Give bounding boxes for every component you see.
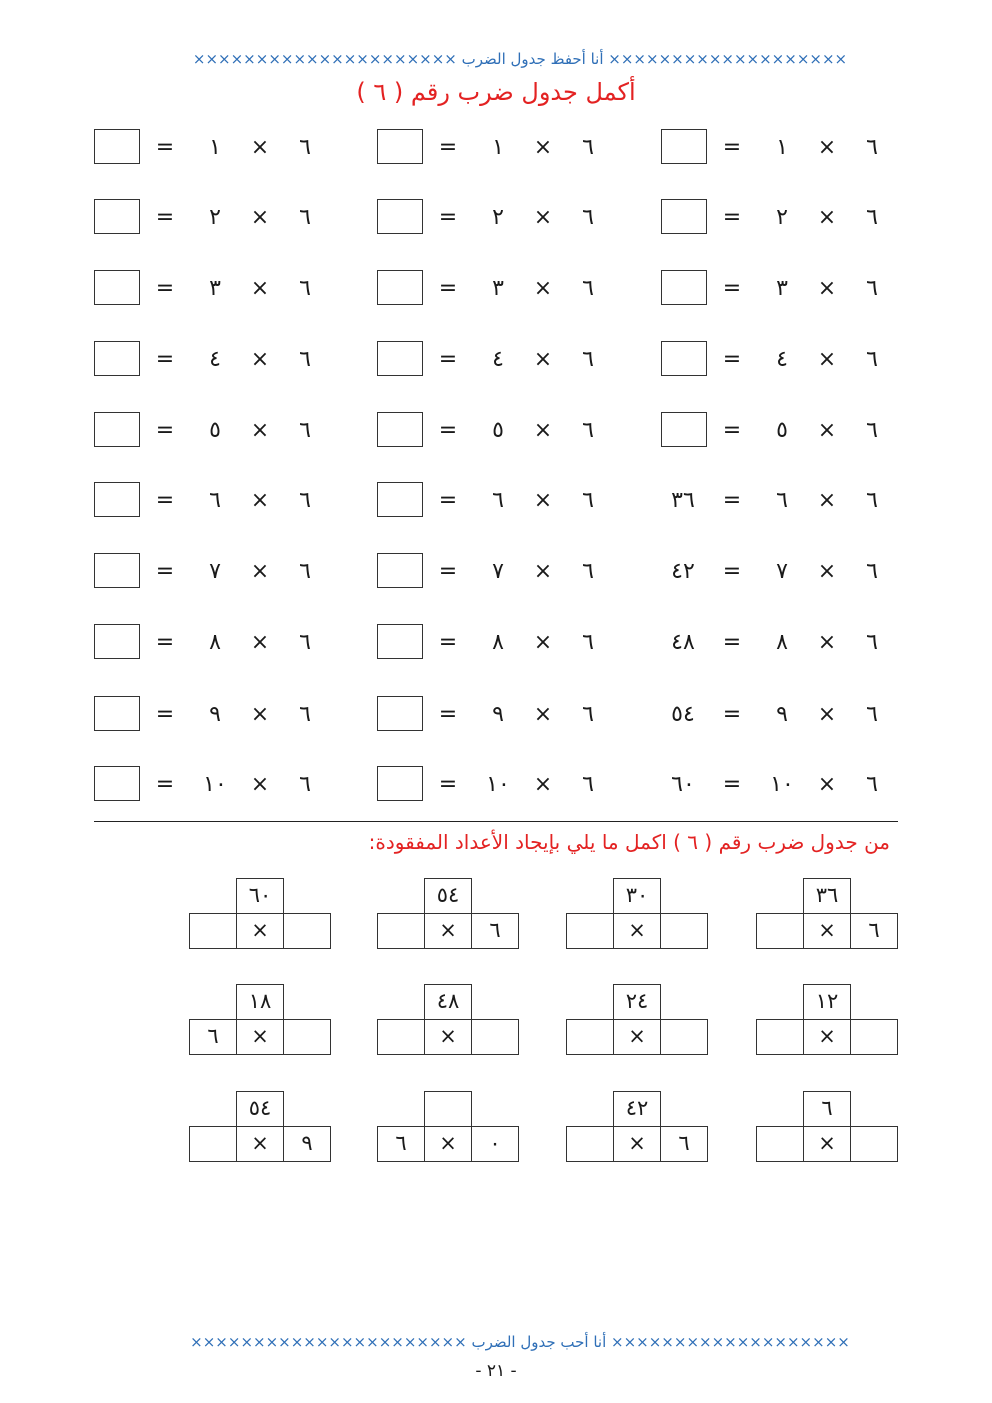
equals-sign: = <box>722 630 742 655</box>
missing-number-puzzle <box>189 1091 332 1164</box>
equation-row <box>376 696 606 733</box>
equals-sign: = <box>438 418 458 443</box>
equation-row <box>93 412 323 449</box>
multiplicand: ٦ <box>582 488 594 513</box>
multiplier: ١ <box>492 135 504 160</box>
equals-sign: = <box>438 630 458 655</box>
times-sign-box: × <box>803 913 851 949</box>
times-sign: × <box>533 630 553 655</box>
equation-row <box>93 199 323 236</box>
answer-box[interactable] <box>94 624 140 659</box>
right-factor-box[interactable] <box>283 1019 331 1055</box>
times-sign: × <box>817 418 837 443</box>
answer-box[interactable] <box>94 341 140 376</box>
times-sign: × <box>533 347 553 372</box>
multiplicand: ٦ <box>582 347 594 372</box>
times-sign: × <box>817 559 837 584</box>
multiplicand: ٦ <box>866 347 878 372</box>
answer-box[interactable] <box>377 199 423 234</box>
times-sign: × <box>250 772 270 797</box>
answer-value: ٤٨ <box>671 630 695 655</box>
right-factor-box[interactable] <box>660 1019 708 1055</box>
times-sign-box: × <box>613 1019 661 1055</box>
times-sign: × <box>533 488 553 513</box>
multiplicand: ٦ <box>866 418 878 443</box>
missing-number-puzzle <box>756 1091 899 1164</box>
equation-row <box>93 624 323 661</box>
answer-box[interactable] <box>377 553 423 588</box>
multiplicand: ٦ <box>582 772 594 797</box>
times-sign-box: × <box>803 1019 851 1055</box>
multiplicand: ٦ <box>866 276 878 301</box>
multiplier: ٨ <box>209 630 221 655</box>
equation-row <box>376 129 606 166</box>
left-factor-box: ٦ <box>377 1126 425 1162</box>
times-sign: × <box>817 135 837 160</box>
multiplier: ٨ <box>776 630 788 655</box>
times-sign: × <box>817 772 837 797</box>
equals-sign: = <box>722 702 742 727</box>
multiplier: ٢ <box>776 205 788 230</box>
equation-row <box>660 129 890 166</box>
times-sign: × <box>250 135 270 160</box>
answer-box[interactable] <box>94 412 140 447</box>
times-sign-box: × <box>803 1126 851 1162</box>
left-factor-box[interactable] <box>377 1019 425 1055</box>
page-title: أكمل جدول ضرب رقم ( ٦ ) <box>356 78 636 106</box>
answer-box[interactable] <box>661 129 707 164</box>
multiplier: ٤ <box>492 347 504 372</box>
multiplier: ٥ <box>209 418 221 443</box>
times-sign-box: × <box>613 913 661 949</box>
missing-numbers-title: من جدول ضرب رقم ( ٦ ) اكمل ما يلي بإيجاد الأعداد المفقودة: <box>368 830 890 854</box>
multiplicand: ٦ <box>299 559 311 584</box>
product-box: ٣٦ <box>803 878 851 914</box>
left-factor-box[interactable] <box>566 913 614 949</box>
multiplier: ٩ <box>492 702 504 727</box>
multiplicand: ٦ <box>299 772 311 797</box>
equals-sign: = <box>438 772 458 797</box>
equals-sign: = <box>155 630 175 655</box>
equation-row <box>93 553 323 590</box>
multiplicand: ٦ <box>866 772 878 797</box>
equals-sign: = <box>155 418 175 443</box>
answer-box[interactable] <box>94 553 140 588</box>
missing-number-puzzle <box>189 984 332 1057</box>
product-box: ٢٤ <box>613 984 661 1020</box>
times-sign-box: × <box>236 1019 284 1055</box>
equals-sign: = <box>722 488 742 513</box>
equation-row <box>376 341 606 378</box>
footer-decorative-line: ××××××××××××××××××× أنا أحب جدول الضرب ×××××××××××××××××××××× <box>190 1333 850 1351</box>
multiplicand: ٦ <box>866 205 878 230</box>
left-factor-box[interactable] <box>189 1126 237 1162</box>
times-sign: × <box>817 347 837 372</box>
multiplier: ٣ <box>492 276 504 301</box>
missing-number-puzzle <box>756 984 899 1057</box>
answer-box[interactable] <box>377 696 423 731</box>
equals-sign: = <box>722 276 742 301</box>
equation-row <box>93 482 323 519</box>
equation-row <box>660 199 890 236</box>
times-sign: × <box>533 276 553 301</box>
answer-box[interactable] <box>94 696 140 731</box>
answer-box[interactable] <box>94 482 140 517</box>
missing-number-puzzle <box>566 984 709 1057</box>
equals-sign: = <box>438 276 458 301</box>
answer-value: ٥٤ <box>671 702 695 727</box>
answer-box[interactable] <box>377 270 423 305</box>
missing-number-puzzle <box>566 1091 709 1164</box>
multiplicand: ٦ <box>582 276 594 301</box>
equals-sign: = <box>155 772 175 797</box>
multiplier: ٣ <box>776 276 788 301</box>
equation-row <box>660 553 890 590</box>
left-factor-box[interactable] <box>756 913 804 949</box>
equals-sign: = <box>722 559 742 584</box>
times-sign: × <box>250 205 270 230</box>
section-divider <box>94 821 898 822</box>
multiplicand: ٦ <box>866 702 878 727</box>
equation-row <box>93 766 323 803</box>
multiplicand: ٦ <box>299 347 311 372</box>
multiplicand: ٦ <box>866 135 878 160</box>
equation-row <box>660 482 890 519</box>
equation-row <box>376 199 606 236</box>
right-factor-box[interactable] <box>283 913 331 949</box>
missing-number-puzzle <box>377 1091 520 1164</box>
multiplier: ٦ <box>209 488 221 513</box>
answer-box[interactable] <box>377 341 423 376</box>
times-sign: × <box>533 702 553 727</box>
left-factor-box[interactable] <box>566 1126 614 1162</box>
multiplier: ٧ <box>492 559 504 584</box>
multiplier: ٦ <box>776 488 788 513</box>
equation-row <box>660 341 890 378</box>
equals-sign: = <box>722 418 742 443</box>
equals-sign: = <box>155 347 175 372</box>
left-factor-box[interactable] <box>377 913 425 949</box>
answer-box[interactable] <box>94 199 140 234</box>
times-sign-box: × <box>613 1126 661 1162</box>
right-factor-box[interactable] <box>660 913 708 949</box>
multiplicand: ٦ <box>582 135 594 160</box>
header-decorative-line: ××××××××××××××××××× أنا أحفظ جدول الضرب ××××××××××××××××××××× <box>192 50 848 68</box>
equals-sign: = <box>155 205 175 230</box>
product-box: ٣٠ <box>613 878 661 914</box>
missing-number-puzzle <box>189 878 332 951</box>
multiplicand: ٦ <box>582 559 594 584</box>
equals-sign: = <box>155 702 175 727</box>
multiplier: ٧ <box>776 559 788 584</box>
equation-row <box>660 270 890 307</box>
equation-row <box>93 270 323 307</box>
times-sign: × <box>250 488 270 513</box>
multiplicand: ٦ <box>582 418 594 443</box>
multiplicand: ٦ <box>866 630 878 655</box>
equals-sign: = <box>438 135 458 160</box>
answer-box[interactable] <box>377 482 423 517</box>
equals-sign: = <box>155 488 175 513</box>
equation-row <box>93 696 323 733</box>
product-box: ٤٨ <box>424 984 472 1020</box>
times-sign: × <box>533 559 553 584</box>
product-box: ٥٤ <box>236 1091 284 1127</box>
product-box: ٤٢ <box>613 1091 661 1127</box>
equals-sign: = <box>722 205 742 230</box>
times-sign: × <box>250 347 270 372</box>
equation-row <box>660 624 890 661</box>
left-factor-box: ٦ <box>189 1019 237 1055</box>
multiplier: ٤ <box>776 347 788 372</box>
multiplier: ٥ <box>492 418 504 443</box>
times-sign: × <box>817 276 837 301</box>
equals-sign: = <box>722 135 742 160</box>
answer-box[interactable] <box>661 270 707 305</box>
multiplicand: ٦ <box>299 135 311 160</box>
right-factor-box: ٦ <box>850 913 898 949</box>
equation-row <box>660 766 890 803</box>
times-sign: × <box>533 205 553 230</box>
equation-row <box>660 412 890 449</box>
equation-row <box>376 412 606 449</box>
right-factor-box[interactable] <box>850 1126 898 1162</box>
times-sign: × <box>250 702 270 727</box>
multiplier: ٨ <box>492 630 504 655</box>
equation-row <box>93 129 323 166</box>
answer-box[interactable] <box>94 766 140 801</box>
multiplier: ٩ <box>776 702 788 727</box>
multiplicand: ٦ <box>866 559 878 584</box>
equals-sign: = <box>155 276 175 301</box>
multiplier: ٢ <box>492 205 504 230</box>
multiplicand: ٦ <box>582 630 594 655</box>
product-box: ٥٤ <box>424 878 472 914</box>
multiplier: ٤ <box>209 347 221 372</box>
multiplicand: ٦ <box>299 488 311 513</box>
equals-sign: = <box>438 559 458 584</box>
left-factor-box[interactable] <box>756 1019 804 1055</box>
multiplier: ١٠ <box>770 772 794 797</box>
times-sign-box: × <box>236 1126 284 1162</box>
right-factor-box: ٩ <box>283 1126 331 1162</box>
product-box: ٦ <box>803 1091 851 1127</box>
right-factor-box[interactable] <box>471 1019 519 1055</box>
times-sign: × <box>533 418 553 443</box>
times-sign: × <box>250 276 270 301</box>
times-sign-box: × <box>424 913 472 949</box>
equals-sign: = <box>438 488 458 513</box>
multiplier: ٧ <box>209 559 221 584</box>
multiplicand: ٦ <box>582 702 594 727</box>
equation-row <box>93 341 323 378</box>
missing-number-puzzle <box>566 878 709 951</box>
times-sign: × <box>817 205 837 230</box>
equals-sign: = <box>155 559 175 584</box>
times-sign: × <box>533 135 553 160</box>
missing-number-puzzle <box>756 878 899 951</box>
multiplier: ١ <box>209 135 221 160</box>
times-sign: × <box>533 772 553 797</box>
times-sign: × <box>250 559 270 584</box>
answer-value: ٤٢ <box>671 559 695 584</box>
product-box: ٦٠ <box>236 878 284 914</box>
multiplicand: ٦ <box>299 630 311 655</box>
equation-row <box>660 696 890 733</box>
times-sign: × <box>817 630 837 655</box>
multiplicand: ٦ <box>299 418 311 443</box>
answer-box[interactable] <box>377 624 423 659</box>
multiplier: ١٠ <box>203 772 227 797</box>
multiplier: ٥ <box>776 418 788 443</box>
right-factor-box: ٦ <box>660 1126 708 1162</box>
multiplicand: ٦ <box>299 276 311 301</box>
answer-box[interactable] <box>377 766 423 801</box>
product-box: ١٨ <box>236 984 284 1020</box>
missing-number-puzzle <box>377 878 520 951</box>
equation-row <box>376 553 606 590</box>
right-factor-box[interactable] <box>850 1019 898 1055</box>
equals-sign: = <box>155 135 175 160</box>
multiplier: ١٠ <box>486 772 510 797</box>
multiplier: ٦ <box>492 488 504 513</box>
multiplier: ٣ <box>209 276 221 301</box>
equation-row <box>376 482 606 519</box>
times-sign: × <box>250 630 270 655</box>
right-factor-box: ٠ <box>471 1126 519 1162</box>
equation-row <box>376 270 606 307</box>
multiplier: ٢ <box>209 205 221 230</box>
missing-number-puzzle <box>377 984 520 1057</box>
times-sign-box: × <box>236 913 284 949</box>
answer-box[interactable] <box>377 129 423 164</box>
equation-row <box>376 766 606 803</box>
times-sign: × <box>817 488 837 513</box>
equals-sign: = <box>722 347 742 372</box>
page-number: - ٢١ - <box>475 1361 517 1381</box>
answer-box[interactable] <box>377 412 423 447</box>
product-box[interactable] <box>424 1091 472 1127</box>
times-sign: × <box>250 418 270 443</box>
answer-box[interactable] <box>661 199 707 234</box>
equals-sign: = <box>722 772 742 797</box>
left-factor-box[interactable] <box>756 1126 804 1162</box>
multiplicand: ٦ <box>582 205 594 230</box>
equation-row <box>376 624 606 661</box>
equals-sign: = <box>438 205 458 230</box>
answer-box[interactable] <box>661 341 707 376</box>
equals-sign: = <box>438 347 458 372</box>
multiplier: ١ <box>776 135 788 160</box>
left-factor-box[interactable] <box>566 1019 614 1055</box>
multiplicand: ٦ <box>299 205 311 230</box>
times-sign-box: × <box>424 1126 472 1162</box>
equals-sign: = <box>438 702 458 727</box>
answer-value: ٦٠ <box>671 772 695 797</box>
answer-box[interactable] <box>661 412 707 447</box>
right-factor-box: ٦ <box>471 913 519 949</box>
left-factor-box[interactable] <box>189 913 237 949</box>
answer-box[interactable] <box>94 129 140 164</box>
times-sign: × <box>817 702 837 727</box>
multiplicand: ٦ <box>866 488 878 513</box>
answer-box[interactable] <box>94 270 140 305</box>
answer-value: ٣٦ <box>671 488 695 513</box>
multiplicand: ٦ <box>299 702 311 727</box>
product-box: ١٢ <box>803 984 851 1020</box>
times-sign-box: × <box>424 1019 472 1055</box>
multiplier: ٩ <box>209 702 221 727</box>
